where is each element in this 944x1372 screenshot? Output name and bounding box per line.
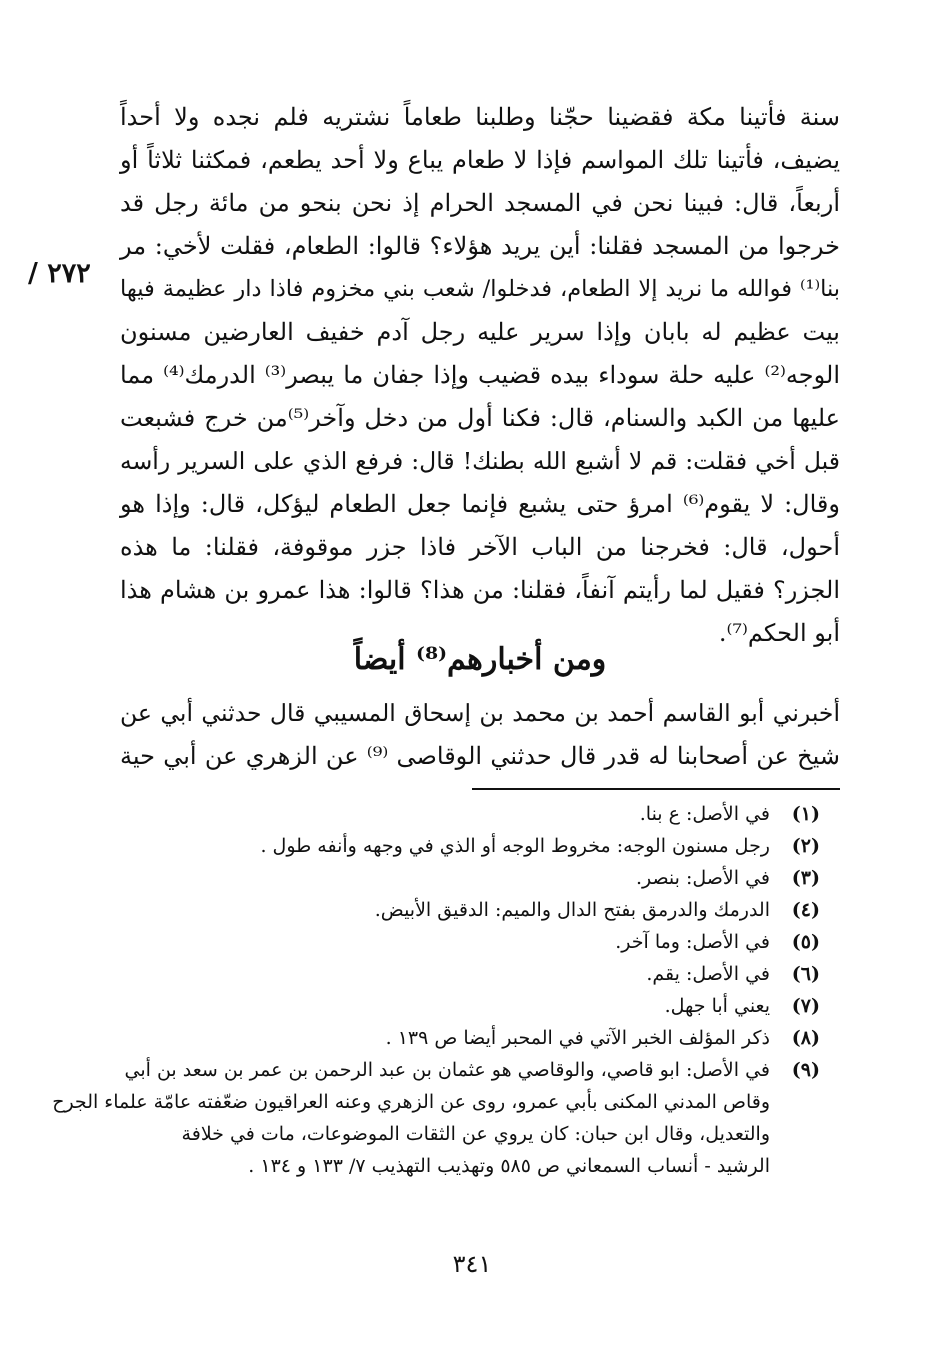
text-line: خرجوا من المسجد فقلنا: أين يريد هؤلاء؟ قالوا: الطعام، فقلت لأخي: مر [120, 232, 840, 260]
footnote-number: (٦) [791, 963, 820, 985]
main-text [120, 96, 840, 655]
footnote-text: في الأصل: وما آخر. [615, 931, 770, 953]
footnote [120, 990, 820, 1022]
footnote-line: والتعديل، وقال ابن حبان: كان يروي عن الثقات الموضوعات، مات في خلافة [181, 1123, 770, 1145]
footnote-number: (٩) [791, 1059, 820, 1081]
footnote [120, 894, 820, 926]
footnote-text: في الأصل: بنصر. [635, 867, 770, 889]
footnote-text: ذكر المؤلف الخبر الآتي في المحبر أيضا ص ١٣٩ . [385, 1027, 770, 1049]
footnote-line: وقاص المدني المكنى بأبي عمرو، روى عن الزهري وعنه العراقيون ضعّفته عامّة علماء الجرح [52, 1091, 770, 1113]
footnote-number: (٥) [791, 931, 820, 953]
footnote-number: (٢) [791, 835, 820, 857]
footnote-line: الرشيد - أنساب السمعاني ص ٥٨٥ وتهذيب التهذيب ٧/ ١٣٣ و ١٣٤ . [248, 1155, 770, 1177]
footnote-divider [472, 788, 840, 790]
footnote-text: رجل مسنون الوجه: مخروط الوجه أو الذي في وجهه وأنفه طول . [260, 835, 770, 857]
footnote-text [52, 1054, 770, 1182]
footnote-text: في الأصل: يقم. [646, 963, 770, 985]
text-line: بيت عظيم له بابان وإذا سرير عليه رجل آدم خفيف العارضين مسنون [120, 318, 840, 346]
margin-page-reference: ٢٧٢ / [28, 258, 91, 289]
text-line: قبل أخي فقلت: قم لا أشبع الله بطنك! قال: فرفع الذي على السرير رأسه [120, 447, 840, 475]
section-heading: ومن أخبارهم⁽⁸⁾ أيضاً [353, 642, 607, 677]
footnote-text: في الأصل: ع بنا. [639, 803, 770, 825]
footnote [120, 830, 820, 862]
text-line: الجزر؟ فقيل لما رأيتم آنفاً، فقلنا: من هذا؟ قالوا: هذا عمرو بن هشام هذا [120, 576, 840, 604]
text-line: أربعاً، قال: فبينا نحن في المسجد الحرام إذ نحن بنحو من مائة رجل قد [120, 189, 840, 217]
footnote-number: (١) [791, 803, 820, 825]
text-line: شيخ عن أصحابنا له قدر قال حدثني الوقاصى ⁽⁹⁾ عن الزهري عن أبي حية [120, 742, 840, 770]
footnote-number: (٧) [791, 995, 820, 1017]
footnote-number: (٣) [791, 867, 820, 889]
text-line: أحول، قال: فخرجنا من الباب الآخر فاذا جزر موقوفة، فقلنا: ما هذه [120, 533, 841, 561]
footnote [120, 1022, 820, 1054]
footnote-line: في الأصل: ابو قاصي، والوقاصي هو عثمان بن عبد الرحمن بن عمر بن سعد بن أبي [124, 1059, 770, 1081]
text-line: بنا⁽¹⁾ فوالله ما نريد إلا الطعام، فدخلوا/ شعب بني مخزوم فاذا دار عظيمة فيها [120, 276, 840, 302]
text-line: سنة فأتينا مكة فقضينا حجّنا وطلبنا طعاماً نشتريه فلم نجده ولا أحداً [120, 103, 840, 131]
footnote [52, 1054, 820, 1182]
section-text [120, 692, 840, 778]
footnote-text: يعني أبا جهل. [664, 995, 770, 1017]
text-line: يضيف، فأتينا تلك المواسم فإذا لا طعام يباع ولا أحد يطعم، فمكثنا ثلاثاً أو [120, 146, 840, 174]
text-line: أبو الحكم⁽⁷⁾. [718, 619, 840, 647]
text-line: وقال: لا يقوم⁽⁶⁾ امرؤ حتى يشبع فإنما جعل الطعام ليؤكل، قال: وإذا هو [120, 490, 840, 518]
text-line: أخبرني أبو القاسم أحمد بن محمد بن إسحاق المسيبي قال حدثني أبي عن [120, 699, 840, 727]
footnote [120, 926, 820, 958]
footnote [120, 798, 820, 830]
footnote [120, 958, 820, 990]
footnote-text: الدرمك والدرمق بفتح الدال والميم: الدقيق الأبيض. [374, 899, 770, 921]
footnote [120, 862, 820, 894]
page-number: ٣٤١ [452, 1250, 492, 1278]
text-line: عليها من الكبد والسنام، قال: فكنا أول من دخل وآخر⁽⁵⁾من خرج فشبعت [120, 404, 840, 432]
footnote-number: (٨) [791, 1027, 820, 1049]
footnotes [52, 798, 820, 1182]
footnote-number: (٤) [791, 899, 820, 921]
text-line: الوجه⁽²⁾ عليه حلة سوداء بيده قضيب وإذا جفان ما يبصر⁽³⁾ الدرمك⁽⁴⁾ مما [120, 361, 840, 389]
